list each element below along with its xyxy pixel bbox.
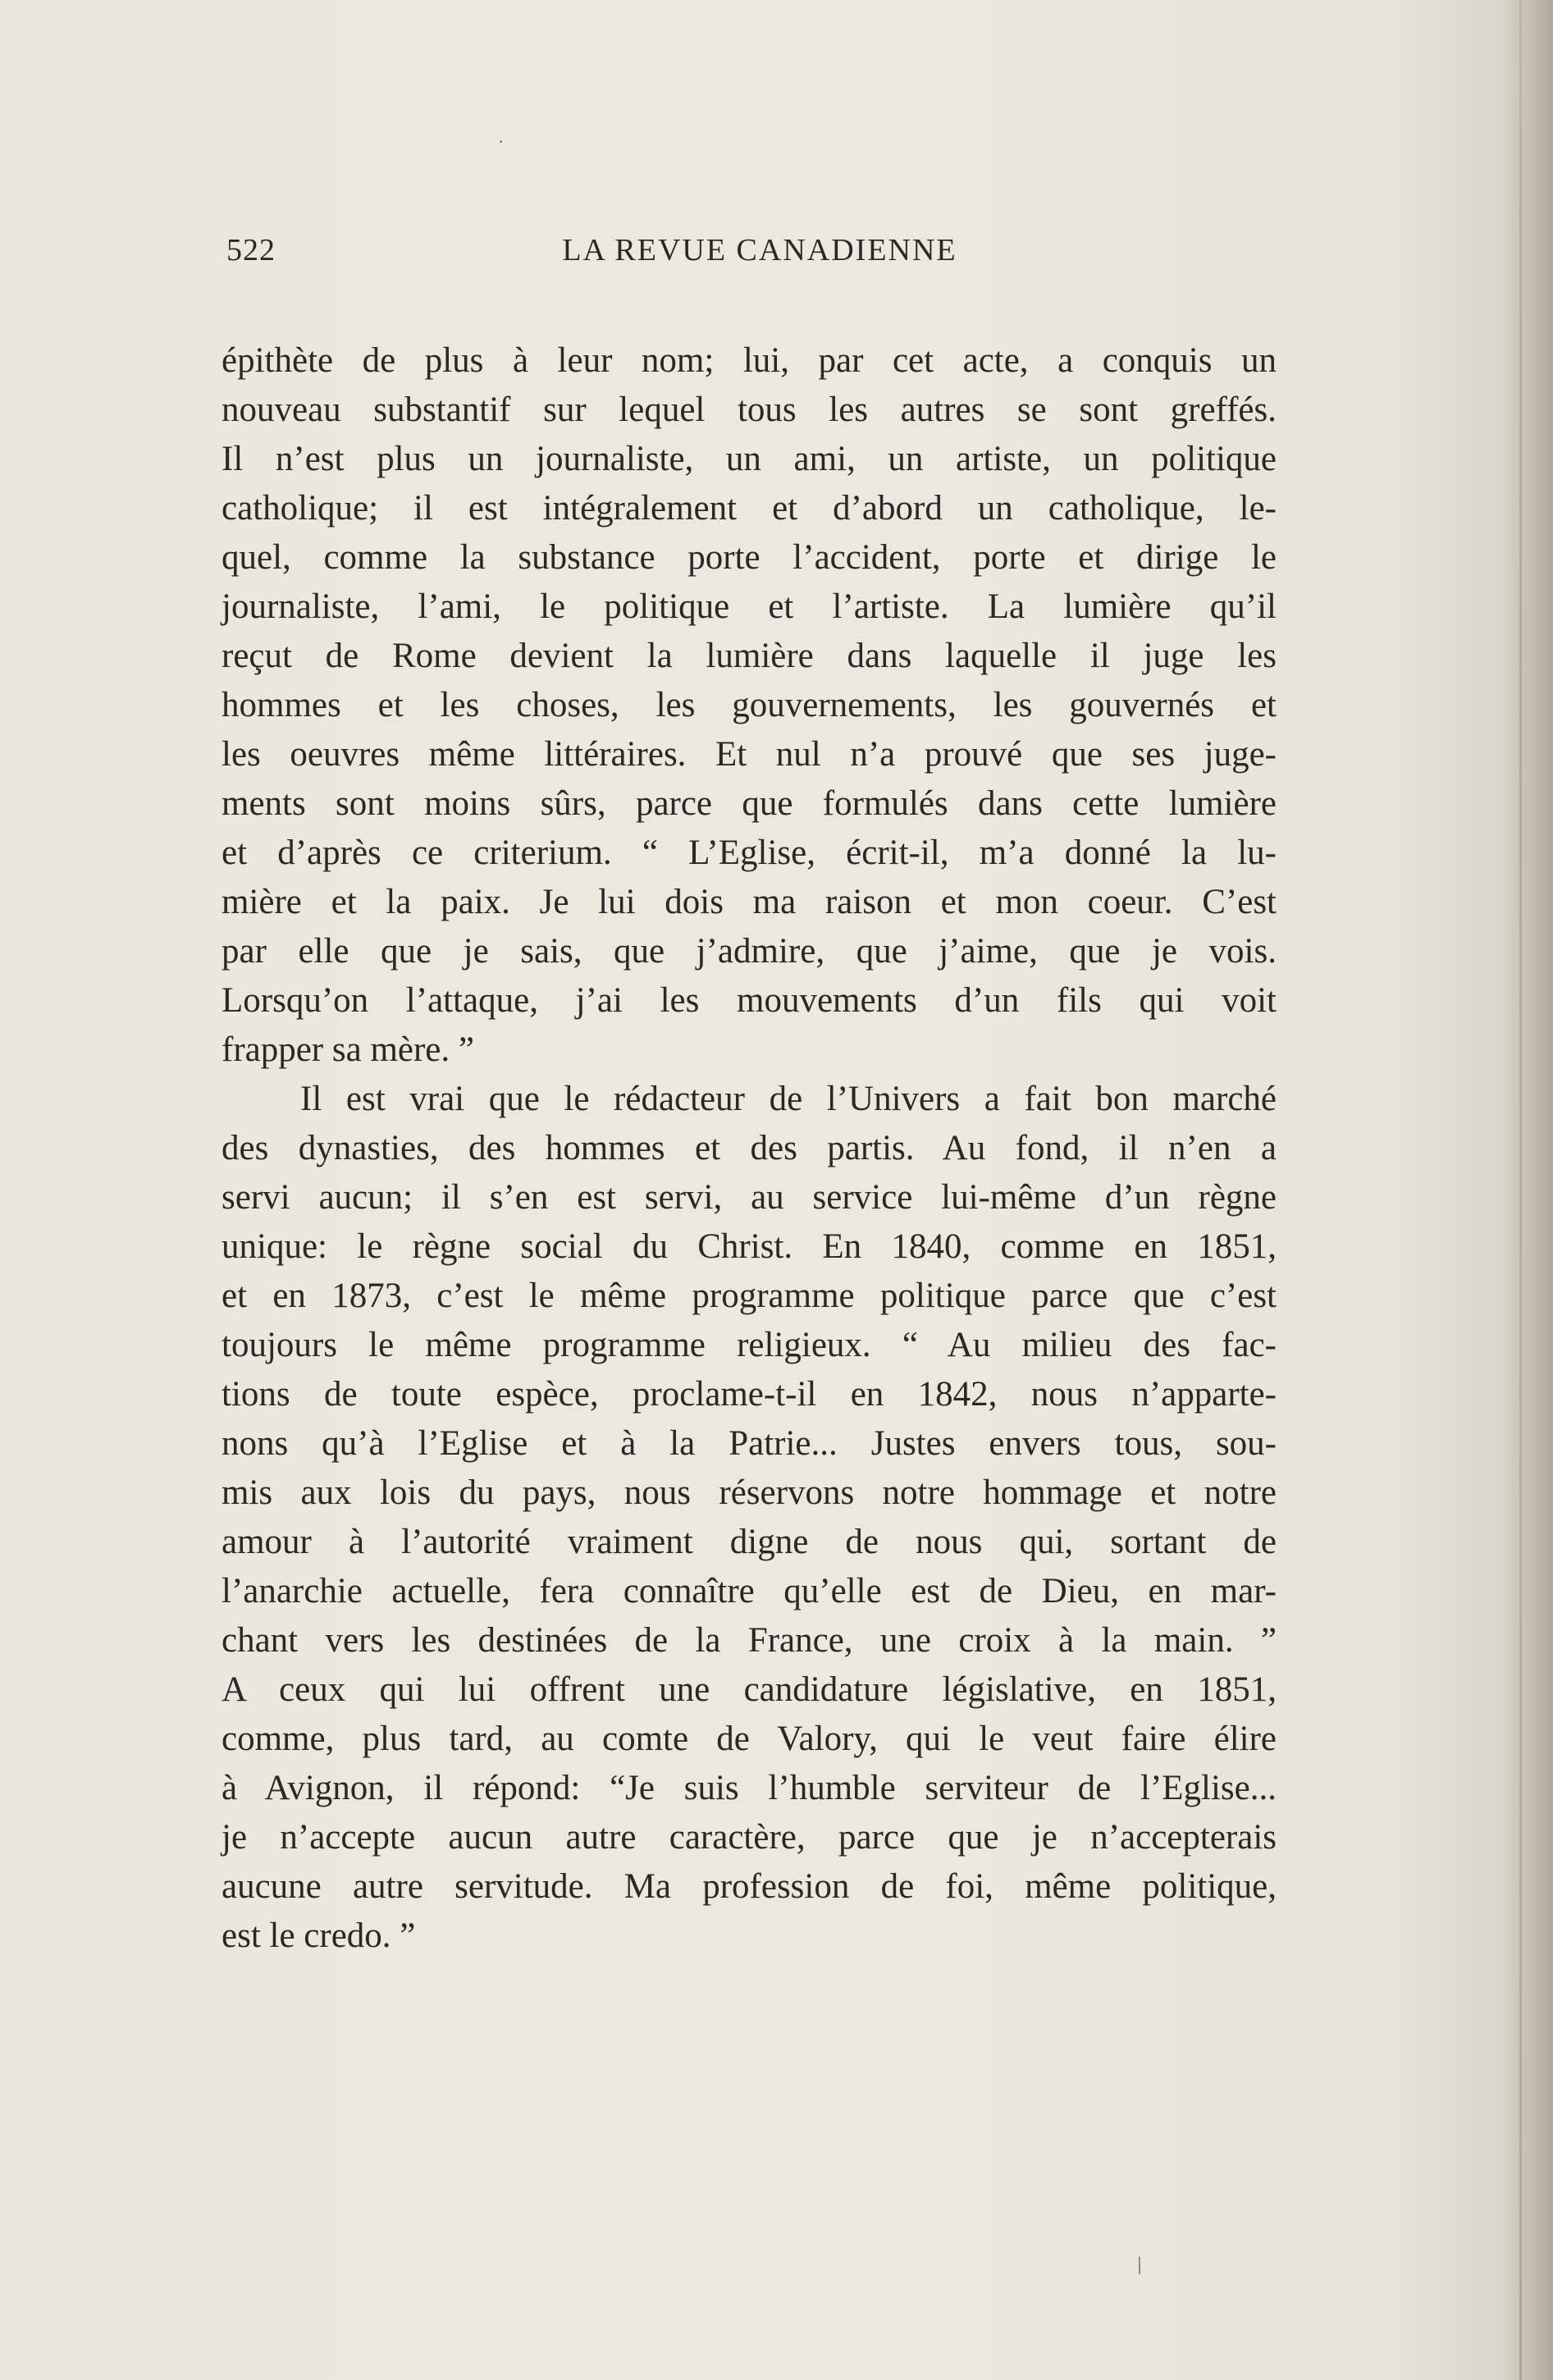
text-line: épithète de plus à leur nom; lui, par cet acte, a conquis un <box>222 341 1277 380</box>
text-line: par elle que je sais, que j’admire, que j’aime, que je vois. <box>222 932 1277 971</box>
text-line: Il est vrai que le rédacteur de l’Univers a fait bon marché <box>300 1080 1277 1118</box>
page-number: 522 <box>226 233 276 267</box>
text-line: Lorsqu’on l’attaque, j’ai les mouvements d’un fils qui voit <box>222 981 1277 1020</box>
page-edge-line <box>1519 0 1522 2380</box>
text-line: mière et la paix. Je lui dois ma raison et mon coeur. C’est <box>222 883 1277 921</box>
text-line: ments sont moins sûrs, parce que formulés dans cette lumière <box>222 784 1277 823</box>
text-line: amour à l’autorité vraiment digne de nous qui, sortant de <box>222 1523 1277 1561</box>
text-line: chant vers les destinées de la France, une croix à la main. ” <box>222 1621 1277 1660</box>
text-line: journaliste, l’ami, le politique et l’artiste. La lumière qu’il <box>222 587 1277 626</box>
text-line: Il n’est plus un journaliste, un ami, un artiste, un politique <box>222 440 1277 478</box>
text-line: à Avignon, il répond: “Je suis l’humble serviteur de l’Eglise... <box>222 1769 1277 1807</box>
text-line: et en 1873, c’est le même programme politique parce que c’est <box>222 1277 1277 1315</box>
text-line: tions de toute espèce, proclame-t-il en 1842, nous n’apparte- <box>222 1375 1277 1414</box>
page-edge-shadow <box>1504 0 1553 2380</box>
text-line: quel, comme la substance porte l’accident, porte et dirige le <box>222 538 1277 577</box>
text-line: hommes et les choses, les gouvernements, les gouvernés et <box>222 686 1277 724</box>
text-line: des dynasties, des hommes et des partis. Au fond, il n’en a <box>222 1129 1277 1167</box>
text-line: catholique; il est intégralement et d’abord un catholique, le- <box>222 489 1277 528</box>
text-line: toujours le même programme religieux. “ Au milieu des fac- <box>222 1326 1277 1364</box>
text-line: je n’accepte aucun autre caractère, parce que je n’accepterais <box>222 1818 1277 1857</box>
text-line: et d’après ce criterium. “ L’Eglise, écrit-il, m’a donné la lu- <box>222 834 1277 872</box>
paper-speck: · <box>498 131 505 152</box>
text-line: unique: le règne social du Christ. En 1840, comme en 1851, <box>222 1227 1277 1266</box>
text-line: comme, plus tard, au comte de Valory, qui le veut faire élire <box>222 1720 1277 1758</box>
text-line: aucune autre servitude. Ma profession de foi, même politique, <box>222 1867 1277 1906</box>
text-line: les oeuvres même littéraires. Et nul n’a prouvé que ses juge- <box>222 735 1277 774</box>
page-header <box>226 232 1260 281</box>
text-line: nouveau substantif sur lequel tous les autres se sont greffés. <box>222 391 1277 429</box>
text-line: A ceux qui lui offrent une candidature législative, en 1851, <box>222 1670 1277 1709</box>
text-line: frapper sa mère. ” <box>222 1030 474 1069</box>
pencil-mark: / <box>1131 2251 1148 2280</box>
text-line: est le credo. ” <box>222 1916 416 1955</box>
running-head: LA REVUE CANADIENNE <box>562 233 957 267</box>
text-line: mis aux lois du pays, nous réservons notre hommage et notre <box>222 1473 1277 1512</box>
text-line: reçut de Rome devient la lumière dans laquelle il juge les <box>222 637 1277 675</box>
body-text <box>222 336 1277 1961</box>
text-line: l’anarchie actuelle, fera connaître qu’elle est de Dieu, en mar- <box>222 1572 1277 1610</box>
text-line: servi aucun; il s’en est servi, au service lui-même d’un règne <box>222 1178 1277 1217</box>
text-line: nons qu’à l’Eglise et à la Patrie... Justes envers tous, sou- <box>222 1424 1277 1463</box>
